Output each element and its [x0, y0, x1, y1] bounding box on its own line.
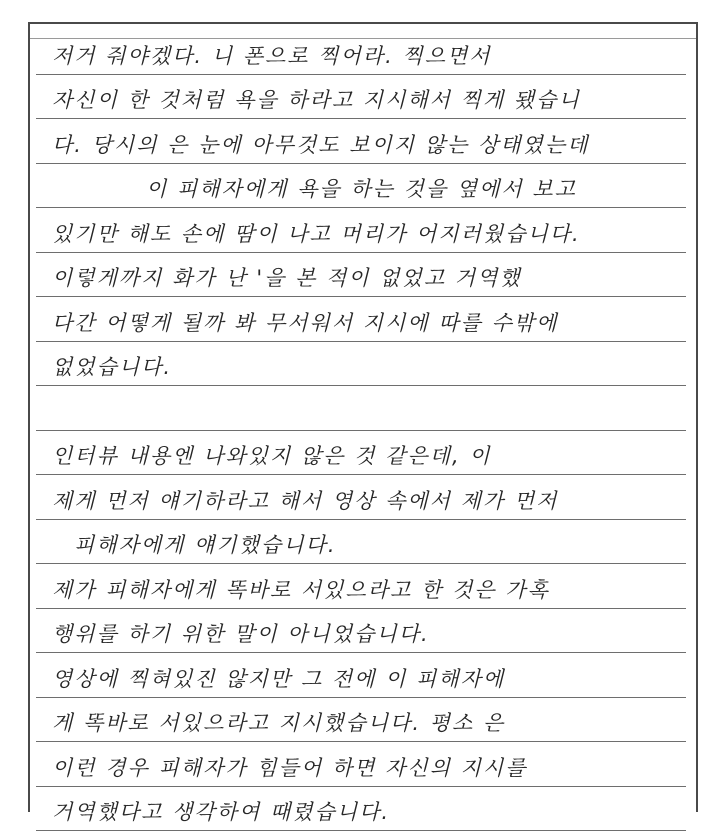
text-line	[36, 698, 686, 743]
text-line	[36, 253, 686, 298]
line-text: 이렇게까지 화가 난 '을 본 적이 없었고 거역했	[52, 262, 680, 292]
line-text: 이 피해자에게 욕을 하는 것을 옆에서 보고	[146, 173, 680, 203]
line-text: 다간 어떻게 될까 봐 무서워서 지시에 따를 수밖에	[52, 307, 680, 337]
line-text: 없었습니다.	[52, 351, 680, 381]
line-text: 자신이 한 것처럼 욕을 하라고 지시해서 찍게 됐습니	[52, 84, 680, 114]
text-line	[36, 742, 686, 787]
line-text: 게 똑바로 서있으라고 지시했습니다. 평소 은	[52, 707, 680, 737]
text-line	[36, 119, 686, 164]
text-line	[36, 653, 686, 698]
line-text: 피해자에게 얘기했습니다.	[74, 529, 680, 559]
text-line	[36, 30, 686, 75]
line-text: 영상에 찍혀있진 않지만 그 전에 이 피해자에	[52, 663, 680, 693]
line-text: 이런 경우 피해자가 힘들어 하면 자신의 지시를	[52, 752, 680, 782]
handwritten-statement	[36, 30, 686, 831]
text-line	[36, 342, 686, 387]
line-text: 행위를 하기 위한 말이 아니었습니다.	[52, 618, 680, 648]
text-line	[36, 164, 686, 209]
blank-line	[36, 386, 686, 431]
line-text: 거역했다고 생각하여 때렸습니다.	[52, 796, 680, 826]
text-line	[36, 475, 686, 520]
line-text: 저거 줘야겠다. 니 폰으로 찍어라. 찍으면서	[52, 40, 680, 70]
text-line	[36, 297, 686, 342]
line-text: 제게 먼저 얘기하라고 해서 영상 속에서 제가 먼저	[52, 485, 680, 515]
text-line	[36, 564, 686, 609]
line-text: 있기만 해도 손에 땀이 나고 머리가 어지러웠습니다.	[52, 218, 680, 248]
text-line	[36, 520, 686, 565]
text-line	[36, 75, 686, 120]
text-line	[36, 787, 686, 831]
line-text: 인터뷰 내용엔 나와있지 않은 것 같은데, 이	[52, 440, 680, 470]
line-text: 다. 당시의 은 눈에 아무것도 보이지 않는 상태였는데	[52, 129, 680, 159]
text-line	[36, 431, 686, 476]
text-line	[36, 609, 686, 654]
text-line	[36, 208, 686, 253]
line-text: 제가 피해자에게 똑바로 서있으라고 한 것은 가혹	[52, 574, 680, 604]
